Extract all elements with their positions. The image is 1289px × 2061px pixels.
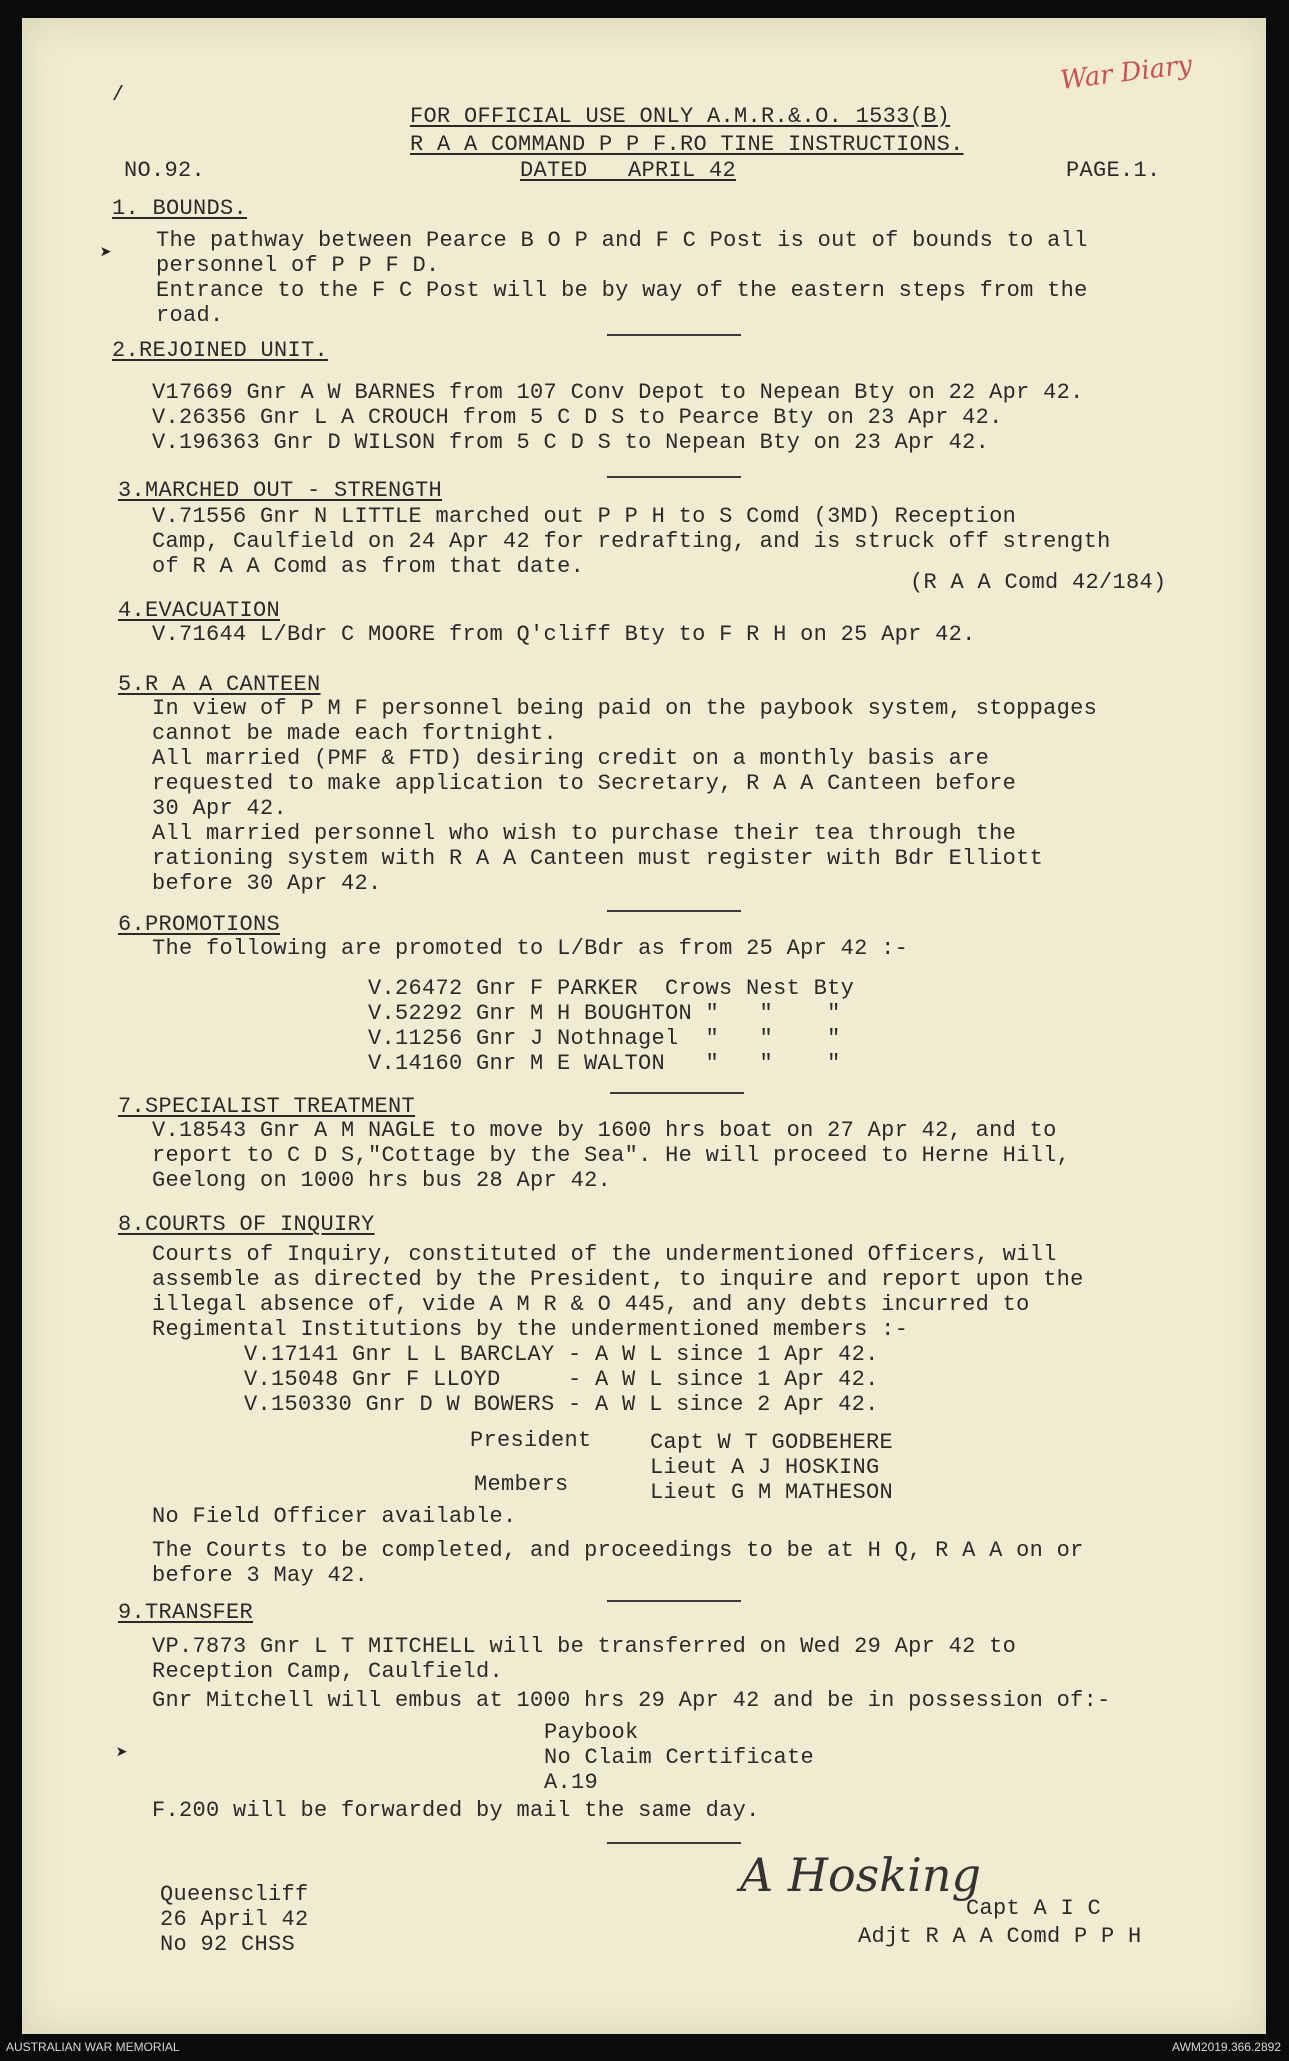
section-divider xyxy=(607,1842,741,1844)
section-7-line: V.18543 Gnr A M NAGLE to move by 1600 hrs boat on 27 Apr 42, and to xyxy=(152,1118,1057,1143)
section-8-note: No Field Officer available. xyxy=(152,1504,517,1529)
section-1-line: road. xyxy=(156,303,224,328)
signatory-rank: Capt A I C xyxy=(966,1896,1102,1921)
promotion-row: V.14160 Gnr M E WALTON " " " xyxy=(368,1051,841,1076)
section-1-title: 1. BOUNDS. xyxy=(112,196,248,221)
section-8-title: 8.COURTS OF INQUIRY xyxy=(118,1212,375,1237)
archive-reference: AWM2019.366.2892 xyxy=(1172,2040,1281,2054)
section-9-title: 9.TRANSFER xyxy=(118,1600,254,1625)
header-line-1: FOR OFFICIAL USE ONLY A.M.R.&.O. 1533(B) xyxy=(410,104,951,129)
section-5-line: All married personnel who wish to purchase their tea through the xyxy=(152,821,1017,846)
section-divider xyxy=(607,910,741,912)
signature: A Hosking xyxy=(740,1848,981,1902)
section-7-title: 7.SPECIALIST TREATMENT xyxy=(118,1094,416,1119)
section-5-line: requested to make application to Secretary, R A A Canteen before xyxy=(152,771,1017,796)
section-8-line: Courts of Inquiry, constituted of the undermentioned Officers, will xyxy=(152,1242,1057,1267)
possession-item: No Claim Certificate xyxy=(544,1745,815,1770)
section-5-line: before 30 Apr 42. xyxy=(152,871,382,896)
handwritten-annotation: War Diary xyxy=(1058,50,1194,96)
section-4-line: V.71644 L/Bdr C MOORE from Q'cliff Bty to F R H on 25 Apr 42. xyxy=(152,622,976,647)
archive-credit: AUSTRALIAN WAR MEMORIAL xyxy=(6,2040,180,2054)
section-4-title: 4.EVACUATION xyxy=(118,598,281,623)
section-3-line: V.71556 Gnr N LITTLE marched out P P H to S Comd (3MD) Reception xyxy=(152,504,1017,529)
section-1-line: Entrance to the F C Post will be by way of the eastern steps from the xyxy=(156,278,1088,303)
section-divider xyxy=(610,1092,744,1094)
section-5-line: In view of P M F personnel being paid on the paybook system, stoppages xyxy=(152,696,1098,721)
punch-mark: ➤ xyxy=(116,1743,129,1766)
section-3-title: 3.MARCHED OUT - STRENGTH xyxy=(118,478,443,503)
instruction-number: NO.92. xyxy=(124,158,206,183)
page-number: PAGE.1. xyxy=(1066,158,1161,183)
section-5-title: 5.R A A CANTEEN xyxy=(118,672,321,697)
absent-member-row: V.15048 Gnr F LLOYD - A W L since 1 Apr 42. xyxy=(244,1367,879,1392)
section-5-line: rationing system with R A A Canteen must register with Bdr Elliott xyxy=(152,846,1044,871)
section-2-line: V17669 Gnr A W BARNES from 107 Conv Depot to Nepean Bty on 22 Apr 42. xyxy=(152,380,1084,405)
header-line-2: R A A COMMAND P P F.RO TINE INSTRUCTIONS. xyxy=(410,132,964,157)
footer-place: Queenscliff xyxy=(160,1882,309,1907)
section-9-closing: F.200 will be forwarded by mail the same day. xyxy=(152,1798,760,1823)
section-3-line: Camp, Caulfield on 24 Apr 42 for redrafting, and is struck off strength xyxy=(152,529,1111,554)
section-8-line: assemble as directed by the President, to inquire and report upon the xyxy=(152,1267,1084,1292)
footer-reference: No 92 CHSS xyxy=(160,1932,296,1957)
section-2-line: V.196363 Gnr D WILSON from 5 C D S to Nepean Bty on 23 Apr 42. xyxy=(152,430,990,455)
section-8-line: illegal absence of, vide A M R & O 445, and any debts incurred to xyxy=(152,1292,1030,1317)
promotion-row: V.11256 Gnr J Nothnagel " " " xyxy=(368,1026,841,1051)
section-3-reference: (R A A Comd 42/184) xyxy=(910,570,1167,595)
possession-item: Paybook xyxy=(544,1720,639,1745)
section-6-intro: The following are promoted to L/Bdr as from 25 Apr 42 :- xyxy=(152,936,909,961)
promotion-row: V.26472 Gnr F PARKER Crows Nest Bty xyxy=(368,976,855,1001)
absent-member-row: V.150330 Gnr D W BOWERS - A W L since 2 Apr 42. xyxy=(244,1392,879,1417)
members-label: Members xyxy=(474,1472,569,1497)
president-label: President xyxy=(470,1428,592,1453)
member-name: Lieut A J HOSKING xyxy=(650,1455,880,1480)
section-1-line: personnel of P P F D. xyxy=(156,253,440,278)
pencil-mark: / xyxy=(112,84,125,107)
section-9-line: VP.7873 Gnr L T MITCHELL will be transferred on Wed 29 Apr 42 to xyxy=(152,1634,1017,1659)
president-name: Capt W T GODBEHERE xyxy=(650,1430,894,1455)
section-2-title: 2.REJOINED UNIT. xyxy=(112,338,329,363)
section-8-note: before 3 May 42. xyxy=(152,1563,369,1588)
footer-date: 26 April 42 xyxy=(160,1907,309,1932)
section-5-line: All married (PMF & FTD) desiring credit on a monthly basis are xyxy=(152,746,990,771)
section-8-note: The Courts to be completed, and proceedings to be at H Q, R A A on or xyxy=(152,1538,1084,1563)
section-9-line: Reception Camp, Caulfield. xyxy=(152,1659,504,1684)
member-name: Lieut G M MATHESON xyxy=(650,1480,894,1505)
absent-member-row: V.17141 Gnr L L BARCLAY - A W L since 1 Apr 42. xyxy=(244,1342,879,1367)
section-8-line: Regimental Institutions by the undermentioned members :- xyxy=(152,1317,909,1342)
possession-item: A.19 xyxy=(544,1770,599,1795)
section-divider xyxy=(607,476,741,478)
promotion-row: V.52292 Gnr M H BOUGHTON " " " xyxy=(368,1001,841,1026)
signatory-title: Adjt R A A Comd P P H xyxy=(858,1924,1142,1949)
section-divider xyxy=(607,1600,741,1602)
punch-mark: ➤ xyxy=(100,243,113,266)
section-5-line: 30 Apr 42. xyxy=(152,796,288,821)
section-5-line: cannot be made each fortnight. xyxy=(152,721,558,746)
header-dated: DATED APRIL 42 xyxy=(520,158,737,183)
section-9-line: Gnr Mitchell will embus at 1000 hrs 29 Apr 42 and be in possession of:- xyxy=(152,1688,1111,1713)
section-3-line: of R A A Comd as from that date. xyxy=(152,554,585,579)
section-2-line: V.26356 Gnr L A CROUCH from 5 C D S to Pearce Bty on 23 Apr 42. xyxy=(152,405,1003,430)
section-6-title: 6.PROMOTIONS xyxy=(118,912,281,937)
section-7-line: Geelong on 1000 hrs bus 28 Apr 42. xyxy=(152,1168,612,1193)
section-1-line: The pathway between Pearce B O P and F C Post is out of bounds to all xyxy=(156,228,1088,253)
section-divider xyxy=(607,334,741,336)
section-7-line: report to C D S,"Cottage by the Sea". He will proceed to Herne Hill, xyxy=(152,1143,1071,1168)
